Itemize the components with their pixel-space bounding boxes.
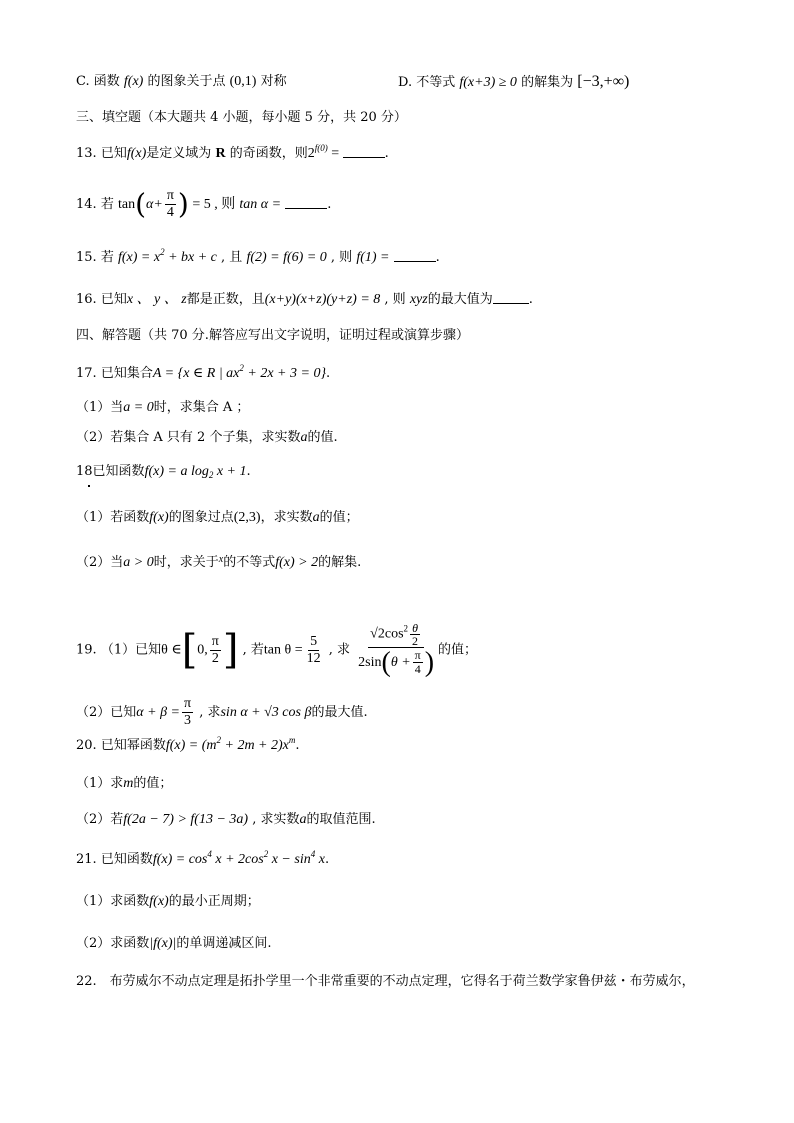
q21b-text: （2）求函数 xyxy=(76,936,150,951)
question-19-part2 xyxy=(76,696,368,729)
q19-sub: （1）已知 xyxy=(100,642,162,658)
question-14 xyxy=(76,188,331,221)
q20-fx xyxy=(165,735,296,753)
q18-fx xyxy=(145,464,247,479)
q19-den-lparen: ( xyxy=(381,646,391,678)
q14-alpha: α+ xyxy=(146,197,163,212)
option-c-text2: 的图象关于点 xyxy=(147,74,226,89)
q19-pi-half xyxy=(210,634,221,667)
question-17 xyxy=(76,364,330,384)
q19-big-fraction xyxy=(356,622,436,678)
q14-frac-den: 4 xyxy=(166,205,174,220)
q18a-mid: 的图象过点 xyxy=(168,510,234,525)
q20-fx-sq: 2 xyxy=(216,735,221,745)
option-d-text: D. 不等式 xyxy=(398,75,456,90)
q21a-text: （1）求函数 xyxy=(76,894,150,909)
q15-answer-blank[interactable] xyxy=(394,249,436,262)
q14-right-paren: ) xyxy=(177,187,189,221)
q21-fx-s3: 4 xyxy=(310,849,316,859)
question-19 xyxy=(76,622,477,678)
q13-pre: 已知 xyxy=(100,146,127,161)
q19-big-num xyxy=(368,622,424,648)
q13-fx: f(x) xyxy=(126,146,147,161)
question-21-part2 xyxy=(76,934,272,954)
option-d-text2: 的解集为 xyxy=(521,75,574,90)
q18a-pt: (2,3) xyxy=(233,510,261,525)
q19b-three: 3 xyxy=(184,713,192,728)
option-d xyxy=(398,72,629,93)
q13-eq: = xyxy=(327,146,343,161)
q19-num-head: √2cos xyxy=(370,626,404,642)
q19-five: 5 xyxy=(310,633,318,649)
q15-cond: f(2) = f(6) = 0 xyxy=(246,250,327,265)
q19-half-theta-den: 2 xyxy=(412,634,419,648)
q21b-fx: |f(x)| xyxy=(149,936,177,951)
q16-answer-blank[interactable] xyxy=(493,291,529,304)
q16-vars: x 、 y 、 z xyxy=(126,292,187,307)
q13-answer-blank[interactable] xyxy=(343,145,385,158)
q20b-var: a xyxy=(299,812,307,827)
q20a-text: （1）求 xyxy=(76,776,124,791)
q19-tan: tan θ = xyxy=(263,642,303,658)
q16-pre: 已知 xyxy=(100,292,127,307)
q14-pre: 若 xyxy=(100,197,114,212)
q19-mid: , 若 xyxy=(238,642,264,658)
question-18 xyxy=(76,462,251,482)
q16-cond: (x+y)(x+z)(y+z) = 8 xyxy=(264,292,381,307)
q17-set xyxy=(152,363,327,381)
q19-twelve: 12 xyxy=(306,650,321,666)
q21-fx xyxy=(152,849,325,867)
question-15 xyxy=(76,248,440,268)
q20-end: . xyxy=(295,738,300,753)
q18a-post: ，求实数 xyxy=(260,510,313,525)
q15-fx xyxy=(117,247,217,265)
q18b-var: x xyxy=(218,554,224,565)
question-13 xyxy=(76,144,389,164)
q17b-post: 的值. xyxy=(307,430,338,445)
q21a-fx: f(x) xyxy=(149,894,169,909)
q17b-text: （2）若集合 A 只有 2 个子集，求实数 xyxy=(76,430,301,445)
q14-number: 14. xyxy=(76,197,97,212)
q21-fx-r1: x + 2cos xyxy=(211,852,264,867)
q15-mid: , 且 xyxy=(216,250,243,265)
q18-pre: 已知函数 xyxy=(92,464,145,479)
q14-end: . xyxy=(327,197,332,212)
option-c-text3: 对称 xyxy=(260,74,287,89)
q20a-end: 的值； xyxy=(133,776,173,791)
q17a-text: （1）当 xyxy=(76,400,124,415)
option-d-inequality: f(x+3) ≥ 0 xyxy=(459,75,517,90)
question-17-part2 xyxy=(76,428,338,448)
q20b-mid: , 求实数 xyxy=(248,812,300,827)
q13-real-set: R xyxy=(215,146,226,161)
q19-tan-frac xyxy=(305,634,323,667)
q19-ask: , 求 xyxy=(324,642,351,658)
q19-den-theta: θ + xyxy=(390,655,411,670)
option-c-point: (0,1) xyxy=(229,74,257,89)
question-20-part1 xyxy=(76,774,172,794)
option-c-function: f(x) xyxy=(123,74,144,89)
q18b-cond: a > 0 xyxy=(123,555,154,570)
q19-rbracket: ] xyxy=(222,627,239,673)
q16-mid: 都是正数，且 xyxy=(186,292,265,307)
q21a-end: 的最小正周期； xyxy=(168,894,260,909)
q18a-var: a xyxy=(312,510,320,525)
q15-fx-rest: + bx + c xyxy=(164,250,217,265)
q14-answer-blank[interactable] xyxy=(285,196,327,209)
q18a-end: 的值； xyxy=(319,510,359,525)
q13-expr-exp: f(0) xyxy=(314,143,328,153)
q18b-end: 的解集. xyxy=(318,555,362,570)
q21-fx-s2: 2 xyxy=(263,849,269,859)
q20b-end: 的取值范围. xyxy=(306,812,376,827)
q19b-expr: sin α + √3 cos β xyxy=(220,705,312,720)
question-20-part2 xyxy=(76,810,376,830)
question-18-part2 xyxy=(76,550,361,573)
question-22: 22. 布劳威尔不动点定理是拓扑学里一个非常重要的不动点定理，它得名于荷兰数学家鲁伊兹・布劳威尔， xyxy=(76,974,695,989)
q13-expr-base: 2 xyxy=(307,146,315,161)
question-21 xyxy=(76,850,329,870)
stray-dot xyxy=(88,485,90,487)
q19-den-pi: π xyxy=(414,648,421,663)
q20b-ineq: f(2a − 7) > f(13 − 3a) xyxy=(123,812,249,827)
q19b-frac xyxy=(182,696,193,729)
q16-post: 的最大值为 xyxy=(427,292,493,307)
q13-mid: 是定义域为 xyxy=(146,146,212,161)
question-21-part1 xyxy=(76,892,260,912)
q18a-text: （1）若函数 xyxy=(76,510,150,525)
q19-den-pi4 xyxy=(413,649,423,676)
q18b-mid2: 的不等式 xyxy=(223,555,276,570)
q19-end: 的值； xyxy=(438,642,478,658)
q15-then: , 则 xyxy=(326,250,353,265)
q21-fx-head: f(x) = cos xyxy=(152,852,208,867)
q14-frac-num: π xyxy=(166,188,174,203)
q21b-end: 的单调递减区间. xyxy=(176,936,272,951)
q18-number: 18 xyxy=(76,464,93,479)
q19-num-sq: 2 xyxy=(403,623,409,634)
q20-pre: 已知幂函数 xyxy=(100,738,166,753)
q19-half-theta-num: θ xyxy=(412,621,418,635)
option-c xyxy=(76,72,287,92)
question-18-part1 xyxy=(76,508,359,528)
q19-num-half-theta xyxy=(410,622,420,647)
q15-pre: 若 xyxy=(100,250,114,265)
question-17-part1 xyxy=(76,398,249,418)
q13-end: . xyxy=(384,146,389,161)
q19-den-four: 4 xyxy=(414,662,421,677)
q19-int0: 0, xyxy=(197,642,208,658)
q15-number: 15. xyxy=(76,250,97,265)
option-c-text: C. 函数 xyxy=(76,74,120,89)
q19b-text: （2）已知 xyxy=(76,705,137,720)
q18b-ineq: f(x) > 2 xyxy=(275,555,319,570)
q21-pre: 已知函数 xyxy=(100,852,153,867)
q13-expr xyxy=(307,143,328,161)
q13-number: 13. xyxy=(76,146,97,161)
section-4-heading: 四、解答题（共 70 分.解答应写出文字说明，证明过程或演算步骤） xyxy=(76,328,469,343)
q19b-mid: , 求 xyxy=(195,705,221,720)
q19-big-den xyxy=(356,648,436,678)
q21-fx-r3: x xyxy=(315,852,325,867)
q21-number: 21. xyxy=(76,852,97,867)
q14-fraction xyxy=(165,188,176,221)
q20-fx-head: f(x) = (m xyxy=(165,738,217,753)
q17-end: . xyxy=(326,366,331,381)
question-20 xyxy=(76,736,300,756)
q16-end: . xyxy=(528,292,533,307)
q14-tan: tan xyxy=(117,197,136,212)
q17-number: 17. xyxy=(76,366,97,381)
q19b-cond: α + β = xyxy=(136,705,180,720)
q17a-post: 时，求集合 A ； xyxy=(153,400,250,415)
q15-fx-head: f(x) = x xyxy=(117,250,161,265)
q19-pi: π xyxy=(211,633,219,649)
q19b-end: 的最大值. xyxy=(311,705,368,720)
q20-fx-m: m xyxy=(288,735,296,745)
q14-left-paren: ( xyxy=(135,187,147,221)
section-3-heading: 三、填空题（本大题共 4 小题，每小题 5 分，共 20 分） xyxy=(76,110,407,125)
q17-set-sq: 2 xyxy=(239,363,244,373)
q19b-pi: π xyxy=(184,696,192,711)
q14-tana: tan α = xyxy=(239,197,282,212)
option-d-interval: [−3,+∞) xyxy=(577,73,630,90)
q20-number: 20. xyxy=(76,738,97,753)
q17b-var: a xyxy=(300,430,308,445)
q17-set-head: A = {x ∈ R | ax xyxy=(152,366,240,381)
q18-fx-base: 2 xyxy=(208,470,214,480)
q20a-var: m xyxy=(123,776,134,791)
q18a-fx: f(x) xyxy=(149,510,169,525)
q20-fx-rest: + 2m + 2)x xyxy=(221,738,289,753)
q16-xyz: xyz xyxy=(409,292,428,307)
q17a-cond: a = 0 xyxy=(123,400,154,415)
question-16 xyxy=(76,290,533,310)
q21-end: . xyxy=(324,852,330,867)
q18b-mid: 时，求关于 xyxy=(153,555,219,570)
q18-fx-head: f(x) = a log xyxy=(144,464,209,479)
q21-fx-r2: x − sin xyxy=(268,852,311,867)
q17-pre: 已知集合 xyxy=(100,366,153,381)
q18b-text: （2）当 xyxy=(76,555,124,570)
q19-den-rparen: ) xyxy=(424,646,435,678)
q18-fx-rest: x + 1 xyxy=(213,464,247,479)
q19-lbracket: [ xyxy=(181,627,198,673)
q20b-text: （2）若 xyxy=(76,812,124,827)
q15-end: . xyxy=(435,250,440,265)
q21-fx-s1: 4 xyxy=(207,849,212,859)
q19-two: 2 xyxy=(211,650,219,666)
q18-end: . xyxy=(246,464,251,479)
q16-number: 16. xyxy=(76,292,97,307)
q16-then: , 则 xyxy=(380,292,406,307)
q17-set-tail: + 2x + 3 = 0} xyxy=(243,366,327,381)
q14-eq: = 5 , 则 xyxy=(188,197,236,212)
q19-number: 19. xyxy=(76,642,97,658)
q19-den-sin: 2sin xyxy=(358,655,382,670)
q13-post: 的奇函数，则 xyxy=(229,146,308,161)
q19-theta: θ ∈ xyxy=(161,642,182,658)
q15-f1: f(1) = xyxy=(356,250,390,265)
q15-fx-sq: 2 xyxy=(160,247,165,257)
